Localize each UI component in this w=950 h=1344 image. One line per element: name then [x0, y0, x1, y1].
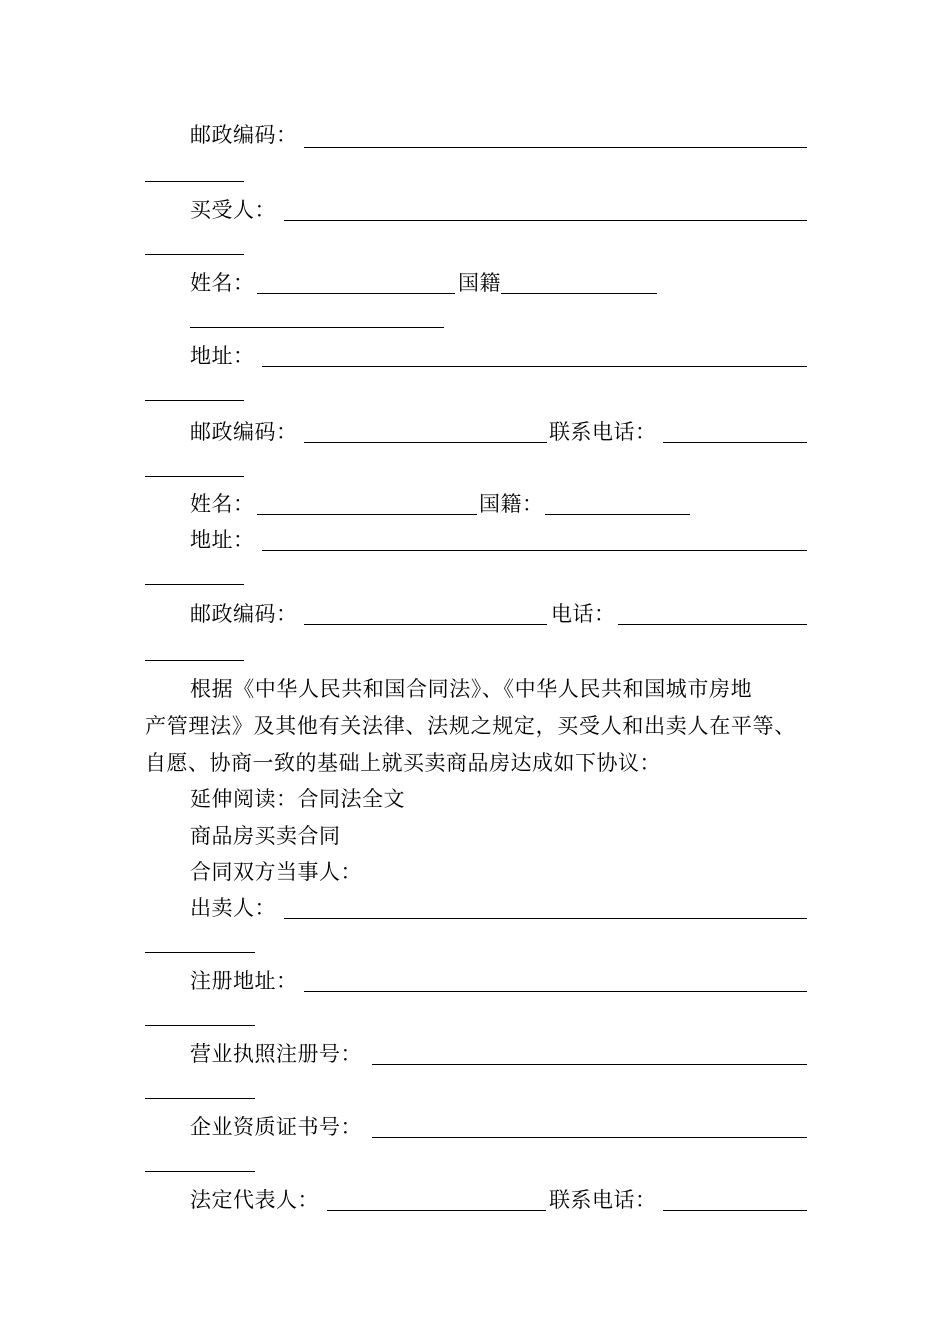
buyer1-nationality-label: 国籍	[458, 271, 501, 295]
buyer1-phone-label: 联系电话：	[549, 420, 657, 444]
buyer2-address-blank[interactable]	[262, 550, 807, 551]
buyer2-address-blank-continued[interactable]	[145, 584, 244, 585]
seller-label: 出卖人：	[190, 896, 276, 920]
buyer-blank-continued[interactable]	[145, 254, 244, 255]
buyer1-name-label: 姓名：	[190, 271, 255, 295]
registered-address-blank[interactable]	[304, 991, 807, 992]
business-license-blank[interactable]	[372, 1064, 807, 1065]
extended-reading-link[interactable]: 延伸阅读：合同法全文	[190, 787, 405, 811]
legal-rep-blank[interactable]	[327, 1210, 546, 1211]
seller-blank[interactable]	[284, 918, 807, 919]
postal-code-blank[interactable]	[304, 147, 807, 148]
business-license-label: 营业执照注册号：	[190, 1042, 362, 1066]
buyer2-phone-label: 电话：	[551, 602, 616, 626]
legal-rep-label: 法定代表人：	[190, 1188, 319, 1212]
buyer1-postal-code-blank[interactable]	[304, 442, 547, 443]
buyer1-phone-blank[interactable]	[663, 442, 807, 443]
seller-phone-blank[interactable]	[663, 1210, 807, 1211]
postal-code-blank-continued[interactable]	[145, 181, 244, 182]
buyer-blank[interactable]	[284, 220, 807, 221]
buyer1-name-blank[interactable]	[257, 293, 455, 294]
buyer2-postal-code-blank[interactable]	[304, 624, 547, 625]
buyer2-name-label: 姓名：	[190, 492, 255, 516]
buyer1-address-label: 地址：	[190, 344, 255, 368]
buyer2-name-blank[interactable]	[257, 514, 477, 515]
buyer2-nationality-blank[interactable]	[545, 514, 690, 515]
parties-heading: 合同双方当事人：	[190, 860, 362, 884]
preamble-line-1: 根据《中华人民共和国合同法》、《中华人民共和国城市房地	[190, 677, 753, 701]
preamble-line-3: 自愿、协商一致的基础上就买卖商品房达成如下协议：	[145, 751, 661, 775]
buyer1-postal-code-label: 邮政编码：	[190, 420, 298, 444]
buyer-label: 买受人：	[190, 198, 276, 222]
buyer1-phone-blank-continued[interactable]	[145, 476, 244, 477]
qualification-cert-label: 企业资质证书号：	[190, 1115, 362, 1139]
seller-blank-continued[interactable]	[145, 952, 255, 953]
buyer2-postal-code-label: 邮政编码：	[190, 602, 298, 626]
seller-phone-label: 联系电话：	[549, 1188, 657, 1212]
business-license-blank-continued[interactable]	[145, 1098, 255, 1099]
qualification-cert-blank-continued[interactable]	[145, 1171, 255, 1172]
preamble-line-2: 产管理法》及其他有关法律、法规之规定，买受人和出卖人在平等、	[145, 714, 796, 738]
buyer1-nationality-blank[interactable]	[501, 293, 657, 294]
buyer1-address-blank[interactable]	[262, 366, 807, 367]
buyer2-phone-blank[interactable]	[618, 624, 807, 625]
buyer1-address-blank-continued[interactable]	[145, 400, 244, 401]
buyer2-phone-blank-continued[interactable]	[145, 660, 244, 661]
contract-title: 商品房买卖合同	[190, 824, 341, 848]
buyer2-address-label: 地址：	[190, 528, 255, 552]
postal-code-label: 邮政编码：	[190, 123, 298, 147]
registered-address-label: 注册地址：	[190, 969, 298, 993]
buyer2-nationality-label: 国籍：	[479, 492, 544, 516]
buyer1-nationality-blank-continued[interactable]	[190, 327, 444, 328]
registered-address-blank-continued[interactable]	[145, 1025, 255, 1026]
qualification-cert-blank[interactable]	[372, 1137, 807, 1138]
